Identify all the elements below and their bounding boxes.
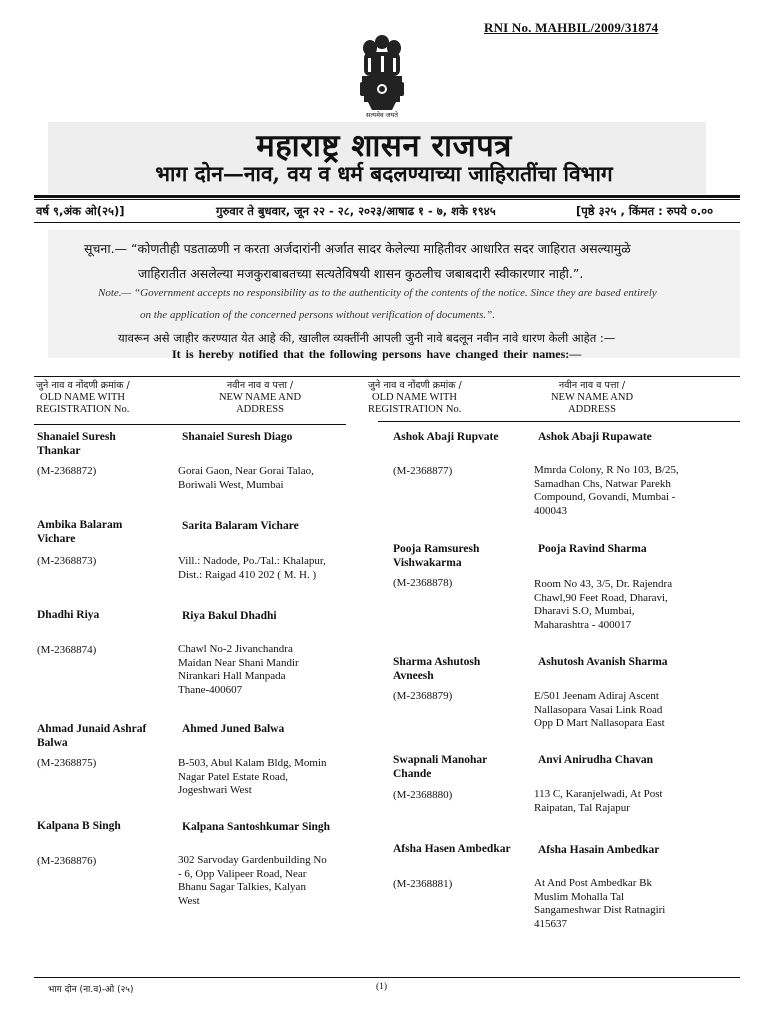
left-header-rule	[34, 424, 346, 425]
issue-date: गुरुवार ते बुधवार, जून २२ - २८, २०२३/आषाढ १ - ७, शके १९४५	[216, 204, 496, 218]
entry-new-name: Pooja Ravind Sharma	[538, 543, 647, 555]
entry-new-name: Ashutosh Avanish Sharma	[538, 656, 668, 668]
top-rule-thin	[34, 199, 740, 200]
entry-address: 113 C, Karanjelwadi, At Post Raipatan, Tal Rajapur	[534, 788, 663, 814]
entry-registration: (M-2368873)	[37, 555, 97, 567]
notice-hereby: It is hereby notified that the following persons have changed their names:—	[172, 347, 582, 361]
right-new-header: नवीन नाव व पत्ता / NEW NAME AND ADDRESS	[550, 380, 634, 415]
entry-address: Room No 43, 3/5, Dr. Rajendra Chawl,90 Feet Road, Dharavi, Dharavi S.O, Mumbai, Maharashtra - 400017	[534, 578, 673, 631]
entry-old-name: Afsha Hasen Ambedkar	[393, 843, 511, 855]
entry-address: E/501 Jeenam Adiraj Ascent Nallasopara Vasai Link Road Opp D Mart Nallasopara East	[534, 690, 665, 729]
rni-number: RNI No. MAHBIL/2009/31874	[484, 20, 659, 35]
notice-marathi-line2: जाहिरातीत असलेल्या मजकुराबाबतच्या सत्यतेविषयी शासन कुठलीच जबाबदारी स्वीकारणार नाही.”.	[138, 266, 584, 281]
left-old-header: जुने नाव व नोंदणी क्रमांक / OLD NAME WITH REGISTRATION No.	[36, 380, 130, 415]
entry-address: 302 Sarvoday Gardenbuilding No - 6, Opp Valipeer Road, Near Bhanu Sagar Talkies, Kalyan West	[178, 854, 327, 907]
entry-registration: (M-2368878)	[393, 577, 453, 589]
issue-pages-price: [पृष्ठे ३२५ , किंमत : रुपये ०.००	[576, 204, 714, 218]
issue-rule	[34, 222, 740, 223]
table-top-rule	[34, 376, 740, 377]
top-rule	[34, 195, 740, 198]
entry-new-name: Afsha Hasain Ambedkar	[538, 844, 660, 856]
entry-registration: (M-2368881)	[393, 878, 453, 890]
entry-new-name: Ashok Abaji Rupawate	[538, 431, 652, 443]
notice-english-line1: Note.— “Government accepts no responsibility as to the authenticity of the contents of the notice. Since they are based entirely	[98, 287, 657, 299]
entry-new-name: Kalpana Santoshkumar Singh	[182, 821, 331, 833]
left-new-header: नवीन नाव व पत्ता / NEW NAME AND ADDRESS	[218, 380, 302, 415]
notice-english-line2: on the application of the concerned persons without verification of documents.”.	[140, 309, 496, 321]
footer-rule	[34, 977, 740, 978]
right-header-rule	[378, 421, 740, 422]
notice-marathi-line1: सूचना.— “कोणतीही पडताळणी न करता अर्जदारांनी अर्जात सादर केलेल्या माहितीवर आधारित सदर जाहिरात असल्यामुळे	[84, 241, 631, 256]
entry-address: Chawl No-2 Jivanchandra Maidan Near Shani Mandir Nirankari Hall Manpada Thane-400607	[178, 643, 299, 696]
entry-address: Gorai Gaon, Near Gorai Talao, Boriwali West, Mumbai	[178, 465, 314, 491]
entry-address: At And Post Ambedkar Bk Muslim Mohalla Tal Sangameshwar Dist Ratnagiri 415637	[534, 877, 666, 930]
entry-registration: (M-2368875)	[37, 757, 97, 769]
entry-old-name: Shanaiel Suresh Thankar	[37, 431, 116, 457]
entry-old-name: Swapnali Manohar Chande	[393, 754, 488, 780]
footer-part-label: भाग दोन (ना.व)-ओ (२५)	[48, 985, 134, 995]
entry-address: Vill.: Nadode, Po./Tal.: Khalapur, Dist.: Raigad 410 202 ( M. H. )	[178, 555, 326, 581]
entry-new-name: Riya Bakul Dhadhi	[182, 610, 277, 622]
right-old-header: जुने नाव व नोंदणी क्रमांक / OLD NAME WITH REGISTRATION No.	[368, 380, 462, 415]
entry-old-name: Ambika Balaram Vichare	[37, 519, 123, 545]
entry-new-name: Shanaiel Suresh Diago	[182, 431, 293, 443]
entry-old-name: Pooja Ramsuresh Vishwakarma	[393, 543, 480, 569]
entry-registration: (M-2368879)	[393, 690, 453, 702]
entry-registration: (M-2368874)	[37, 644, 97, 656]
entry-old-name: Ahmad Junaid Ashraf Balwa	[37, 723, 147, 749]
emblem-motto: सत्यमेव जयते	[366, 111, 398, 119]
gazette-title: महाराष्ट्र शासन राजपत्र	[256, 128, 512, 164]
entry-address: B-503, Abul Kalam Bldg, Momin Nagar Patel Estate Road, Jogeshwari West	[178, 757, 327, 796]
entry-old-name: Kalpana B Singh	[37, 820, 121, 832]
entry-registration: (M-2368876)	[37, 855, 97, 867]
entry-registration: (M-2368877)	[393, 465, 453, 477]
entry-old-name: Ashok Abaji Rupvate	[393, 431, 499, 443]
entry-old-name: Dhadhi Riya	[37, 609, 100, 621]
page-number: (1)	[376, 982, 388, 992]
entry-new-name: Ahmed Juned Balwa	[182, 723, 285, 735]
entry-registration: (M-2368872)	[37, 465, 97, 477]
notice-marathi-line3: यावरून असे जाहीर करण्यात येत आहे की, खालील व्यक्तींनी आपली जुनी नावे बदलून नवीन नावे धारण केली आहेत :—	[118, 331, 616, 345]
entry-address: Mmrda Colony, R No 103, B/25, Samadhan Chs, Natwar Parekh Compound, Govandi, Mumbai - 400043	[534, 464, 679, 517]
entry-old-name: Sharma Ashutosh Avneesh	[393, 656, 481, 682]
issue-volume: वर्ष ९,अंक ओ(२५)]	[36, 204, 125, 218]
entry-registration: (M-2368880)	[393, 789, 453, 801]
gazette-subtitle: भाग दोन—नाव, वय व धर्म बदलण्याच्या जाहिरातींचा विभाग	[155, 161, 613, 186]
entry-new-name: Anvi Anirudha Chavan	[538, 754, 654, 766]
entry-new-name: Sarita Balaram Vichare	[182, 520, 299, 532]
national-emblem-icon	[350, 32, 414, 120]
